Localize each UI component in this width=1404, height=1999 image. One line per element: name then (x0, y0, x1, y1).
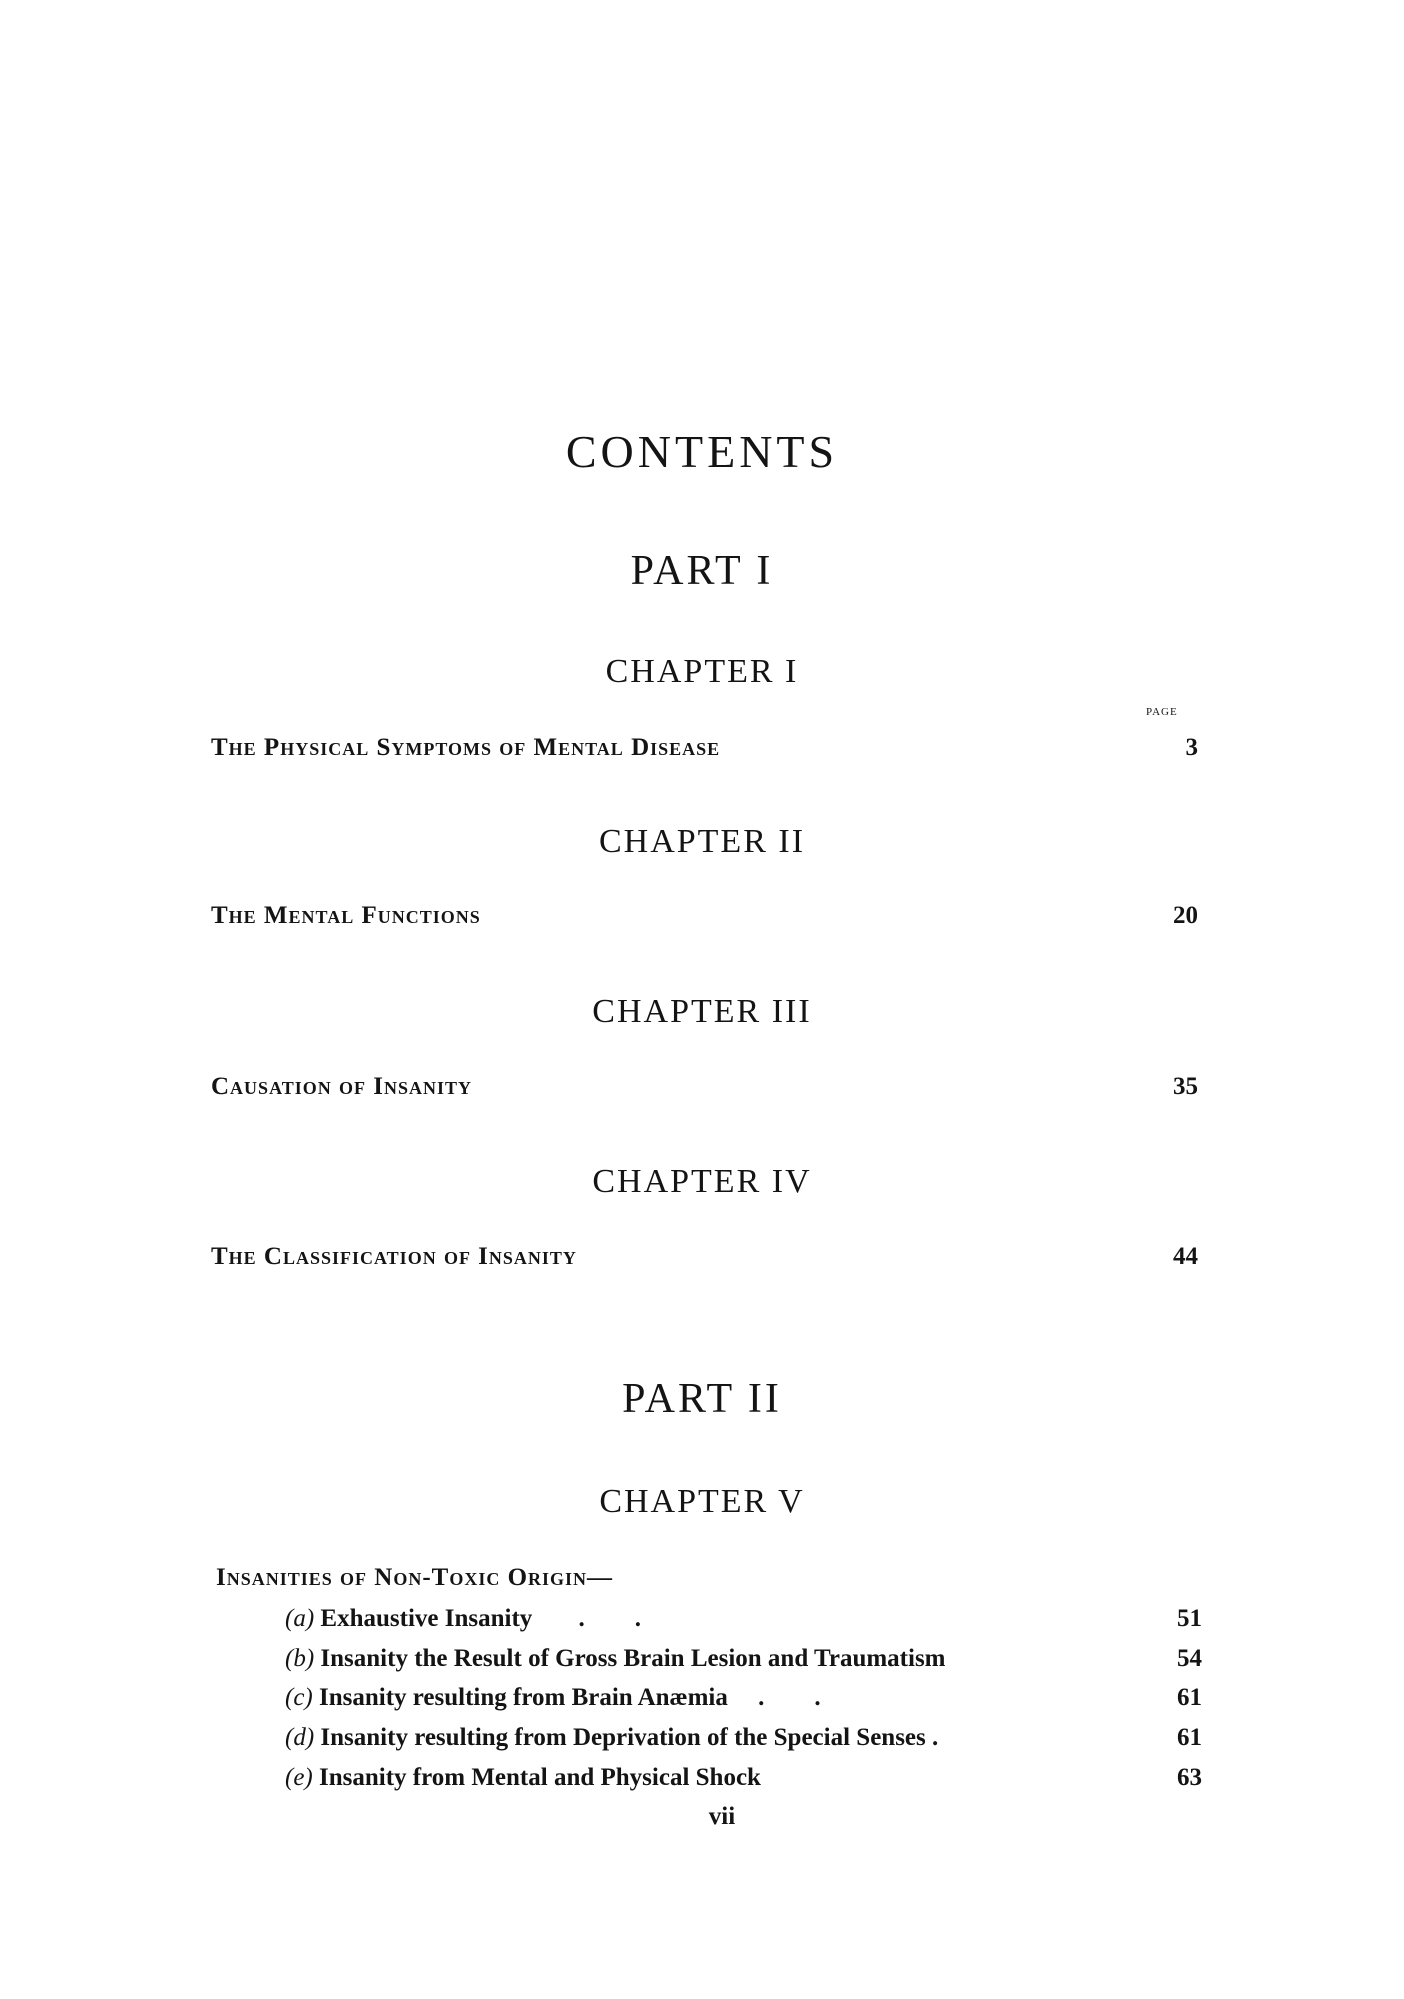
section-letter: (b) (285, 1645, 315, 1672)
chapter-title: Causation of Insanity (211, 1073, 472, 1100)
chapter-heading: CHAPTER I (605, 653, 799, 690)
page-column-label: PAGE (1146, 706, 1178, 718)
chapter-title: The Mental Functions (211, 902, 481, 929)
section-entry (285, 1684, 821, 1712)
chapter-page-number: 20 (1173, 902, 1198, 929)
page-folio: vii (708, 1803, 736, 1830)
section-title: Insanity resulting from Brain Anæmia (319, 1684, 728, 1711)
section-page-number: 54 (1177, 1645, 1202, 1672)
section-letter: (d) (285, 1724, 315, 1751)
chapter-title: Insanities of Non-Toxic Origin— (216, 1564, 614, 1591)
section-entry (285, 1605, 641, 1633)
section-entry (285, 1645, 946, 1673)
section-title: Insanity from Mental and Physical Shock (319, 1764, 761, 1791)
dot-leader: . . (578, 1605, 642, 1632)
chapter-page-number: 3 (1185, 734, 1198, 761)
chapter-page-number: 44 (1173, 1243, 1198, 1270)
section-letter: (c) (285, 1684, 313, 1711)
section-page-number: 61 (1177, 1724, 1202, 1751)
chapter-heading: CHAPTER II (598, 823, 806, 860)
section-letter: (e) (285, 1764, 313, 1791)
part-heading: PART I (630, 548, 774, 594)
chapter-heading: CHAPTER IV (592, 1163, 812, 1200)
section-entry (285, 1764, 761, 1792)
section-title: Exhaustive Insanity (320, 1605, 533, 1632)
chapter-title: The Classification of Insanity (211, 1243, 577, 1270)
chapter-heading: CHAPTER III (592, 993, 812, 1030)
section-page-number: 51 (1177, 1605, 1202, 1632)
dot-leader: . . (758, 1684, 821, 1711)
dot-leader: . (932, 1724, 939, 1751)
contents-title: CONTENTS (565, 426, 839, 477)
chapter-page-number: 35 (1173, 1073, 1198, 1100)
section-page-number: 63 (1177, 1764, 1202, 1791)
chapter-title: The Physical Symptoms of Mental Disease (211, 734, 721, 761)
chapter-heading: CHAPTER V (599, 1483, 805, 1520)
section-entry (285, 1724, 938, 1752)
section-title: Insanity resulting from Deprivation of the Special Senses (320, 1724, 926, 1751)
section-page-number: 61 (1177, 1684, 1202, 1711)
section-title: Insanity the Result of Gross Brain Lesion and Traumatism (320, 1645, 946, 1672)
part-heading: PART II (622, 1376, 782, 1422)
section-letter: (a) (285, 1605, 315, 1632)
